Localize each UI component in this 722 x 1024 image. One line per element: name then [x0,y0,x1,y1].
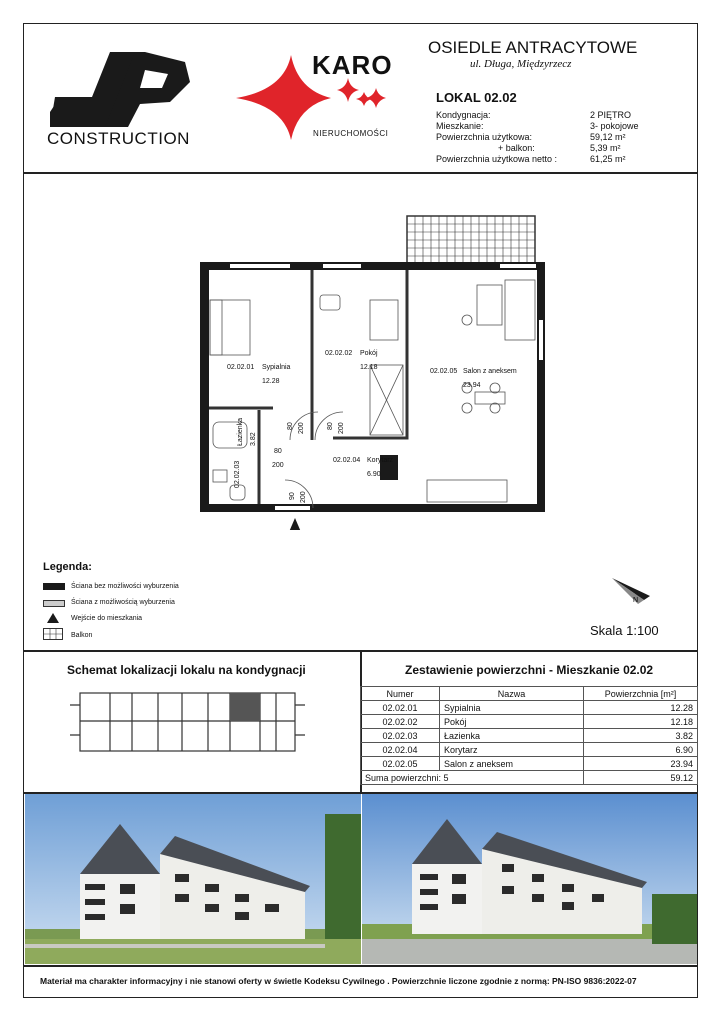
detail-value-balcony: 5,39 m² [590,143,621,153]
row-number: 02.02.01 [361,701,440,715]
scale-label: Skala 1:100 [590,623,659,638]
room-num-03: 02.02.03 [234,460,241,488]
jp-logo [50,52,190,132]
room-name-02: Pokój [360,350,378,357]
row-number: 02.02.04 [361,743,440,757]
header-number: Numer [361,687,440,701]
svg-text:N: N [633,597,639,604]
door-height-03: 200 [272,462,284,469]
door-height-01: 200 [298,422,305,434]
row-area: 3.82 [584,729,698,743]
row-name: Sypialnia [440,701,584,715]
legend-balcony-icon [43,628,63,640]
table-row [361,701,698,715]
header-divider [23,172,698,174]
detail-label-area: Powierzchnia użytkowa: [436,132,533,142]
row-name: Pokój [440,715,584,729]
row-area: 23.94 [584,757,698,771]
detail-label-type: Mieszkanie: [436,121,484,131]
door-width-04: 90 [289,492,296,500]
table-row [361,729,698,743]
summary-table [360,686,698,785]
total-label: Suma powierzchni: 5 [361,771,584,785]
room-num-02: 02.02.02 [325,350,353,357]
entrance-marker [289,518,301,530]
door-width-01: 80 [287,422,294,430]
building-render-right [362,794,697,964]
room-area-04: 6.90 [367,471,381,478]
karo-subtitle: NIERUCHOMOŚCI [313,129,389,138]
door-width-02: 80 [327,422,334,430]
row-area: 6.90 [584,743,698,757]
room-area-01: 12.28 [262,378,280,385]
room-num-05: 02.02.05 [430,368,458,375]
total-value: 59.12 [584,771,698,785]
row-area: 12.18 [584,715,698,729]
header-area: Powierzchnia [m²] [584,687,698,701]
room-area-02: 12.18 [360,364,378,371]
room-name-01: Sypialnia [262,364,291,371]
detail-value-floor: 2 PIĘTRO [590,110,632,120]
legend-entrance-icon [47,613,59,623]
room-name-04: Korytarz [367,457,394,464]
estate-address: ul. Długa, Międzyrzecz [470,58,572,70]
room-area-03: 3.82 [250,432,257,446]
row-name: Salon z aneksem [440,757,584,771]
row-number: 02.02.05 [361,757,440,771]
room-num-04: 02.02.04 [333,457,361,464]
legend-label-entrance: Wejście do mieszkania [71,615,143,622]
room-name-05: Salon z aneksem [463,368,517,375]
summary-title: Zestawienie powierzchni - Mieszkanie 02.02 [405,663,654,677]
legend-swatch-partition-wall [43,600,65,607]
detail-value-type: 3- pokojowe [590,121,639,131]
door-height-04: 200 [300,491,307,503]
row-name: Łazienka [440,729,584,743]
row-number: 02.02.02 [361,715,440,729]
jp-construction-text: CONSTRUCTION [47,129,190,148]
detail-label-floor: Kondygnacja: [436,110,491,120]
detail-value-net: 61,25 m² [590,154,626,164]
building-render-left [25,794,361,964]
unit-title: LOKAL 02.02 [436,90,517,105]
room-num-01: 02.02.01 [227,364,255,371]
header-name: Nazwa [440,687,584,701]
table-header-row [361,687,698,701]
legend-label-balcony: Balkon [71,632,93,639]
karo-text: KARO [312,50,393,80]
detail-value-area: 59,12 m² [590,132,626,142]
detail-label-balcony: + balkon: [498,143,535,153]
legend-title: Legenda: [43,561,92,573]
table-row [361,743,698,757]
legend-label-load-wall: Ściana bez możliwości wyburzenia [71,583,179,590]
detail-label-net: Powierzchnia użytkowa netto : [436,154,558,164]
table-row [361,757,698,771]
row-area: 12.28 [584,701,698,715]
row-name: Korytarz [440,743,584,757]
estate-name: OSIEDLE ANTRACYTOWE [428,38,638,57]
location-scheme [70,685,310,755]
balcony [407,216,535,266]
footer-disclaimer: Materiał ma charakter informacyjny i nie stanowi oferty w świetle Kodeksu Cywilnego . Powierzchnie liczone zgodnie z normą: PN-ISO 9836:2022-07 [40,976,637,986]
legend-label-partition-wall: Ściana z możliwością wyburzenia [71,599,175,606]
door-width-03: 80 [274,448,282,455]
table-row [361,715,698,729]
legend-swatch-load-wall [43,583,65,590]
door-height-02: 200 [338,422,345,434]
image-bottom-divider [23,965,698,967]
location-title: Schemat lokalizacji lokalu na kondygnacji [67,663,306,677]
north-arrow-icon [606,570,656,610]
room-area-05: 23.94 [463,382,481,389]
highlighted-unit [230,693,260,721]
table-total-row [361,771,698,785]
row-number: 02.02.03 [361,729,440,743]
room-name-03: Łazienka [237,417,244,446]
